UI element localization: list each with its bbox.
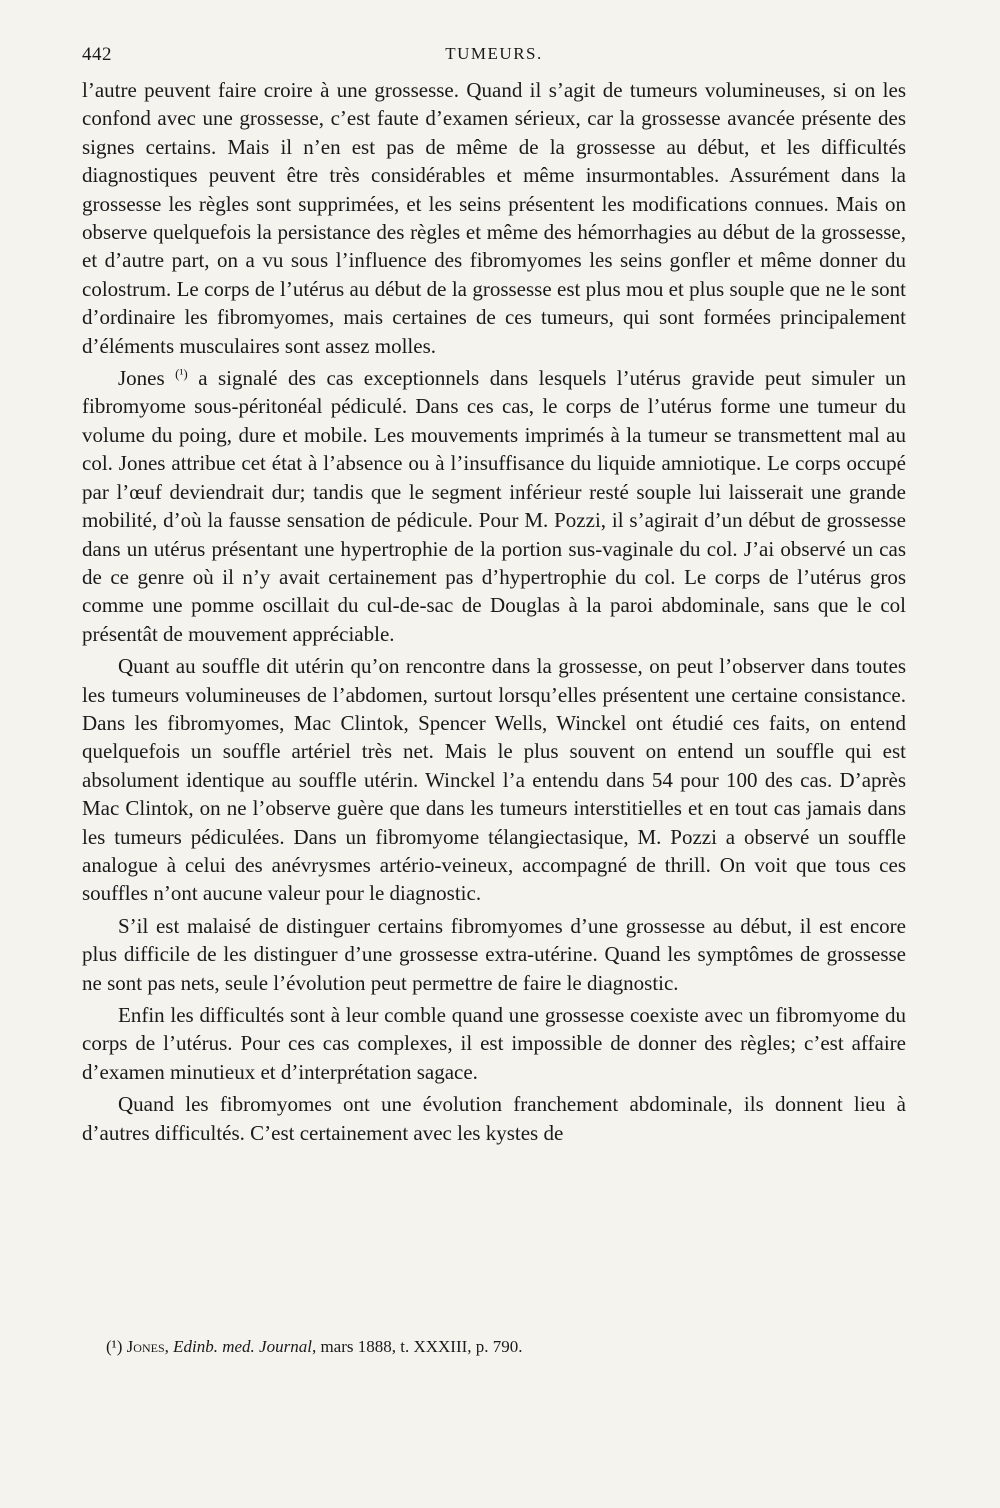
- footnote-source: Edinb. med. Journal: [173, 1337, 312, 1356]
- body-text: [82, 76, 906, 1147]
- paragraph-2: [82, 364, 906, 648]
- footnote-reference: (¹): [175, 366, 188, 382]
- footnote: [106, 1336, 906, 1358]
- page-number: 442: [82, 44, 112, 65]
- footnote-marker: (¹): [106, 1337, 123, 1356]
- paragraph-2-lead: Jones: [118, 366, 165, 391]
- paragraph-2-text: a signalé des cas exceptionnels dans lesquels l’utérus gravide peut simuler un fibromyome sous-péritonéal pédiculé. Dans ces cas, le corps de l’utérus forme une tumeur du volume du poing, dure et mobile. Les mouvements imprimés à la tumeur se transmettent mal au col. Jones attribue cet état à l’absence ou à l’insuffisance du liquide amniotique. Le corps occupé par l’œuf deviendrait dur; tandis que le segment inférieur resté souple lui laisserait une grande mobilité, d’où la fausse sensation de pédicule. Pour M. Pozzi, il s’agirait d’un début de grossesse dans un utérus présentant une hypertrophie de la portion sus-vaginale du col. J’ai observé un cas de ce genre où il n’y avait certainement pas d’hypertrophie du col. Le corps de l’utérus gros comme une pomme oscillait du cul-de-sac de Douglas à la paroi abdominale, sans que le col présentât de mouvement appréciable.: [82, 366, 906, 646]
- footnote-details: , mars 1888, t. XXXIII, p. 790.: [311, 1337, 523, 1356]
- paragraph-4: S’il est malaisé de distinguer certains fibromyomes d’une grossesse au début, il est encore plus difficile de les distinguer d’une grossesse extra-utérine. Quand les symptômes de grossesse ne sont pas nets, seule l’évolution peut permettre de faire le diagnostic.: [82, 913, 906, 995]
- paragraph-1: l’autre peuvent faire croire à une grossesse. Quand il s’agit de tumeurs volumineuses, si on les confond avec une grossesse, c’est faute d’examen sérieux, car la grossesse avancée présente des signes certains. Mais il n’en est pas de même de la grossesse au début, et les difficultés diagnostiques peuvent être très considérables et même insurmontables. Assurément dans la grossesse les règles sont supprimées, et les seins présentent les modifications connues. Mais on observe quelquefois la persistance des règles et même des hémorrhagies au début de la grossesse, et d’autre part, on a vu sous l’influence des fibromyomes les seins gonfler et même donner du colostrum. Le corps de l’utérus au début de la grossesse est plus mou et plus souple que ne le sont d’ordinaire les fibromyomes, mais certaines de ces tumeurs, qui sont formées principalement d’éléments musculaires sont assez molles.: [82, 78, 906, 358]
- paragraph-3: Quant au souffle dit utérin qu’on rencontre dans la grossesse, on peut l’observer dans toutes les tumeurs volumineuses de l’abdomen, surtout lorsqu’elles présentent une certaine consistance. Dans les fibromyomes, Mac Clintok, Spencer Wells, Winckel ont étudié ces faits, on entend quelquefois un souffle artériel très net. Mais le plus souvent on entend un souffle qui est absolument identique au souffle utérin. Winckel l’a entendu dans 54 pour 100 des cas. D’après Mac Clintok, on ne l’observe guère que dans les tumeurs interstitielles et en tout cas jamais dans les tumeurs pédiculées. Dans un fibromyome télangiectasique, M. Pozzi a observé un souffle analogue à celui des anévrysmes artério-veineux, accompagné de thrill. On voit que tous ces souffles n’ont aucune valeur pour le diagnostic.: [82, 654, 906, 906]
- running-title: TUMEURS.: [445, 44, 543, 63]
- running-head: [82, 44, 906, 74]
- paragraph-6: Quand les fibromyomes ont une évolution franchement abdominale, ils donnent lieu à d’autres difficultés. C’est certainement avec les kystes de: [82, 1092, 906, 1145]
- paragraph-5: Enfin les difficultés sont à leur comble quand une grossesse coexiste avec un fibromyome du corps de l’utérus. Pour ces cas complexes, il est impossible de donner des règles; c’est affaire d’examen minutieux et d’interprétation sagace.: [82, 1003, 906, 1084]
- footnote-separator: ,: [164, 1337, 174, 1356]
- footnote-author: Jones: [126, 1337, 165, 1356]
